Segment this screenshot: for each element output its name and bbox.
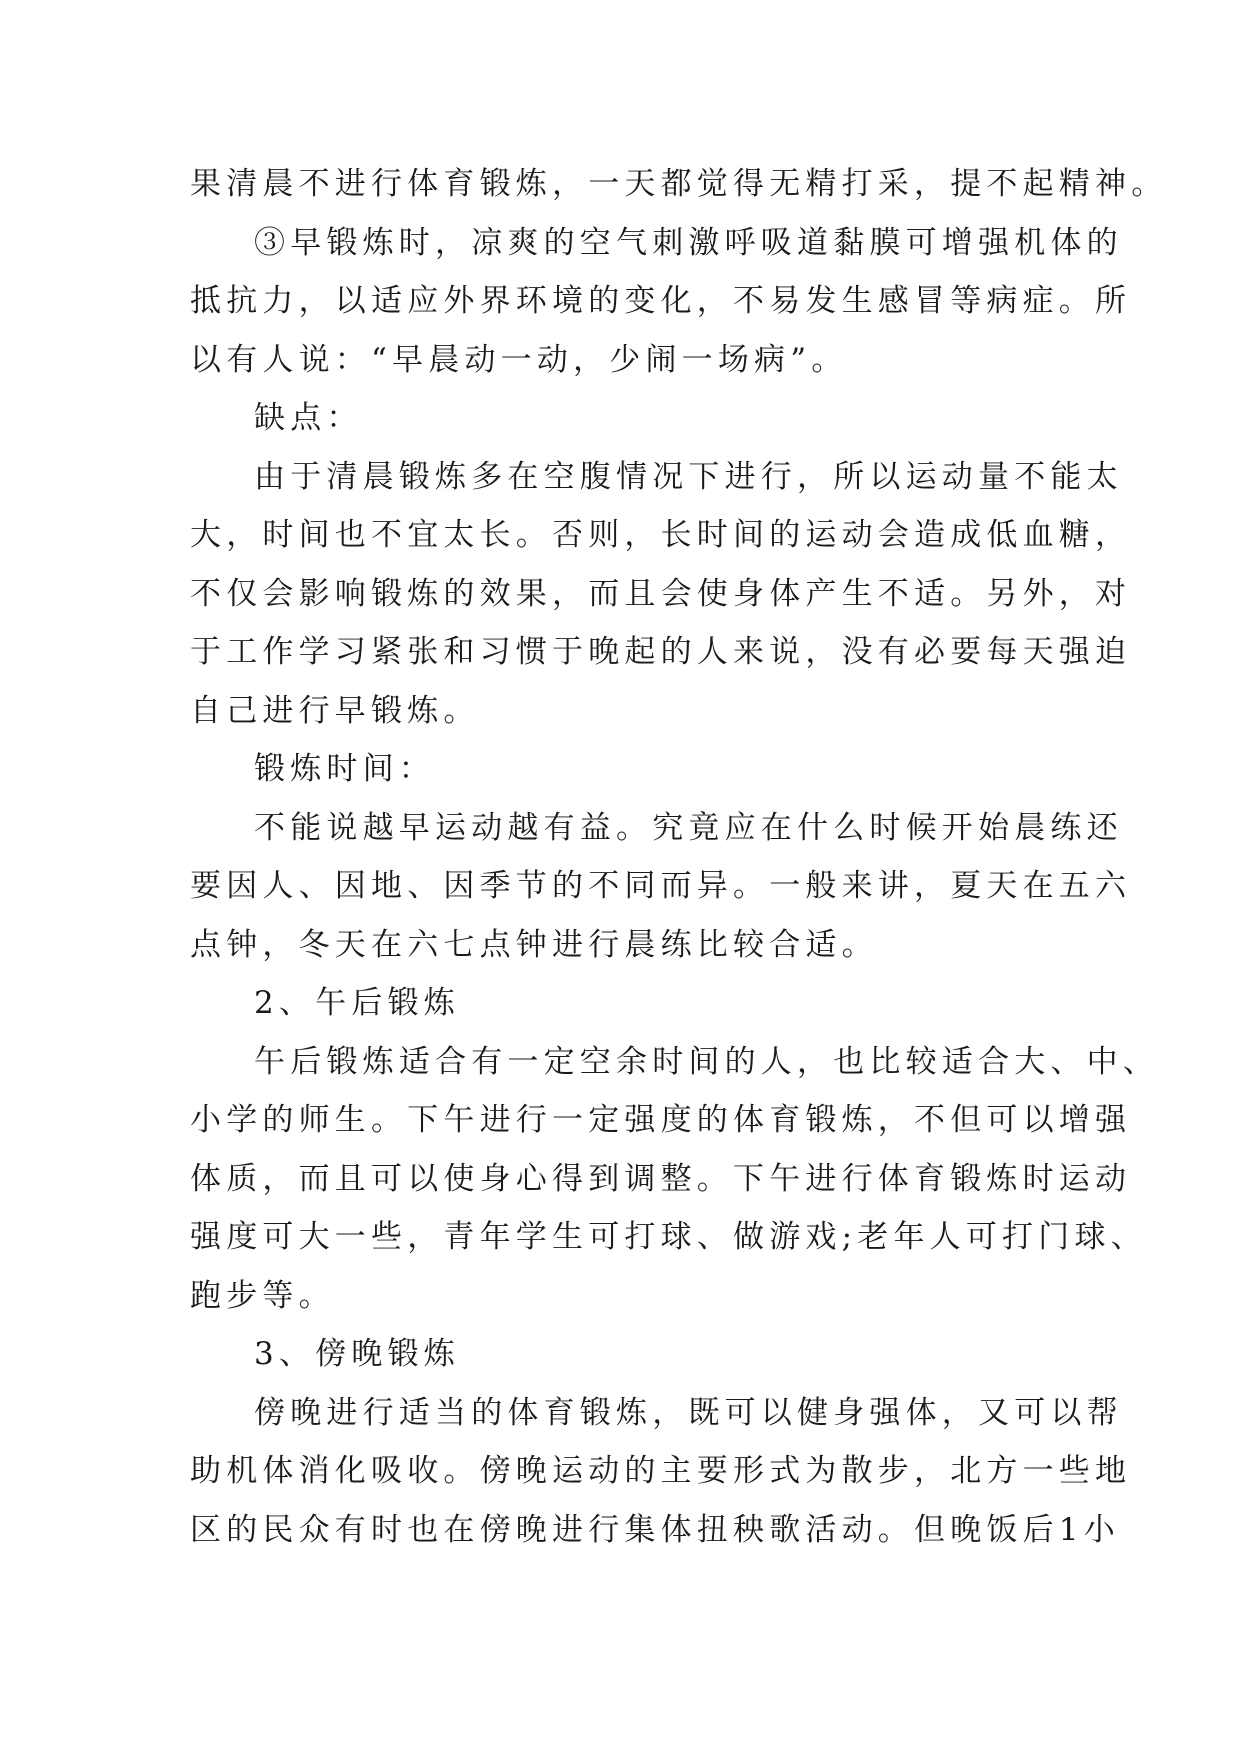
text-line: 由于清晨锻炼多在空腹情况下进行，所以运动量不能太 <box>254 458 1123 495</box>
text-line: 不仅会影响锻炼的效果，而且会使身体产生不适。另外，对 <box>190 575 1132 612</box>
text-line: 自己进行早锻炼。 <box>190 692 480 729</box>
text-line: 要因人、因地、因季节的不同而异。一般来讲，夏天在五六 <box>190 868 1132 904</box>
document-body <box>190 155 1168 1559</box>
text-line: 不能说越早运动越有益。究竟应在什么时候开始晨练还 <box>254 809 1123 846</box>
text-line: 强度可大一些，青年学生可打球、做游戏;老年人可打门球、 <box>190 1219 1147 1255</box>
section-heading: 2、午后锻炼 <box>254 985 460 1021</box>
text-line: 抵抗力，以适应外界环境的变化，不易发生感冒等病症。所 <box>190 283 1132 319</box>
text-line: 跑步等。 <box>190 1277 335 1314</box>
section-heading: 3、傍晚锻炼 <box>254 1336 460 1372</box>
text-line: 小学的师生。下午进行一定强度的体育锻炼，不但可以增强 <box>190 1102 1132 1138</box>
text-line: 区的民众有时也在傍晚进行集体扭秧歌活动。但晚饭后1小 <box>190 1511 1120 1548</box>
text-line: 助机体消化吸收。傍晚运动的主要形式为散步，北方一些地 <box>190 1453 1132 1489</box>
text-line: 以有人说：“早晨动一动，少闹一场病”。 <box>190 341 848 378</box>
text-line: 果清晨不进行体育锻炼，一天都觉得无精打采，提不起精神。 <box>190 166 1168 202</box>
section-heading: 缺点： <box>254 400 363 436</box>
text-line: 午后锻炼适合有一定空余时间的人，也比较适合大、中、 <box>254 1043 1159 1080</box>
text-line: ③早锻炼时，凉爽的空气刺激呼吸道黏膜可增强机体的 <box>254 224 1123 261</box>
text-line: 体质，而且可以使身心得到调整。下午进行体育锻炼时运动 <box>190 1160 1132 1197</box>
text-line: 点钟，冬天在六七点钟进行晨练比较合适。 <box>190 926 878 963</box>
text-line: 大，时间也不宜太长。否则，长时间的运动会造成低血糖， <box>190 517 1132 553</box>
text-line: 于工作学习紧张和习惯于晚起的人来说，没有必要每天强迫 <box>190 634 1132 670</box>
text-line: 傍晚进行适当的体育锻炼，既可以健身强体，又可以帮 <box>254 1394 1123 1431</box>
section-heading: 锻炼时间： <box>254 751 435 787</box>
